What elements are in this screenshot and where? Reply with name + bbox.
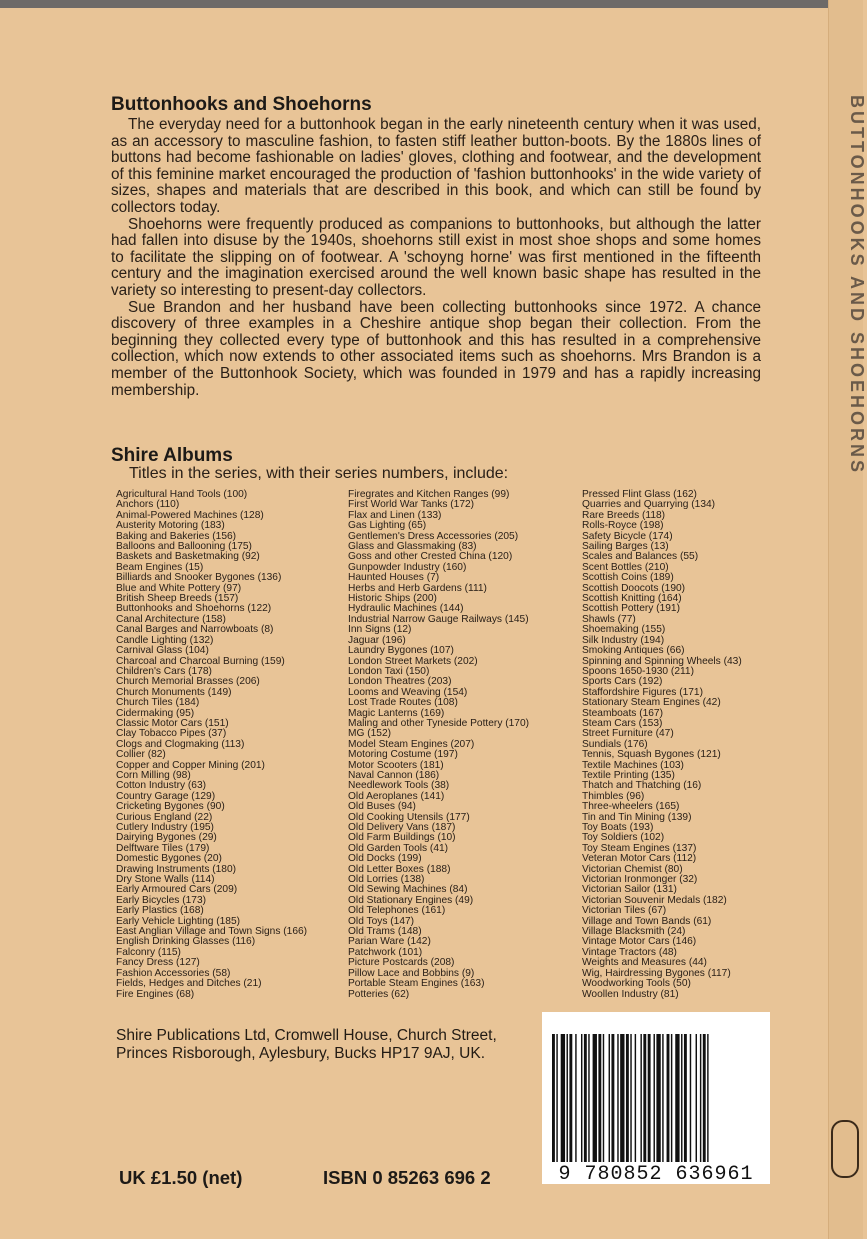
barcode-bar (598, 1034, 601, 1162)
series-title-item: Potteries (62) (348, 988, 410, 1000)
series-title-item: Scottish Doocots (190) (582, 582, 686, 594)
series-title-item: Balloons and Ballooning (175) (116, 541, 252, 553)
paragraph-1: The everyday need for a buttonhook began in the early nineteenth century when it was used, as an accessory to masculine fashion, to fasten stiff leather button-boots. By the 1880s lines of buttons had become fashionable on ladies' gloves, clothing and footwear, and the development of this feminine market encouraged the production of 'fashion buttonhooks' in the wide variety of sizes, shapes and materials that are described in this book, and which can still be found by collectors today. (111, 116, 761, 216)
series-title-item: Old Sewing Machines (84) (348, 884, 468, 896)
barcode-bar (552, 1034, 555, 1162)
series-title-item: Toy Soldiers (102) (582, 832, 665, 844)
series-title-item: Falconry (115) (116, 946, 181, 958)
series-title-item: Haunted Houses (7) (348, 572, 440, 584)
series-title-item: Silk Industry (194) (582, 634, 665, 646)
series-title-item: Church Tiles (184) (116, 697, 200, 709)
series-title-item: Tin and Tin Mining (139) (582, 811, 692, 823)
series-title-item: Woollen Industry (81) (582, 988, 679, 1000)
series-title-item: Pillow Lace and Bobbins (9) (348, 967, 475, 979)
series-title-item: Village and Town Bands (61) (582, 915, 712, 927)
barcode-bar (630, 1034, 631, 1162)
series-title-item: Jaguar (196) (348, 634, 406, 646)
series-title-item: Billiards and Snooker Bygones (136) (116, 572, 282, 584)
series-title-item: Anchors (110) (116, 499, 180, 511)
series-title-item: Delftware Tiles (179) (116, 842, 210, 854)
barcode-bar (648, 1034, 651, 1162)
barcode-bar (640, 1034, 641, 1162)
barcode-bars (552, 1034, 760, 1162)
series-title-item: Quarries and Quarrying (134) (582, 499, 716, 511)
series-title-item: Early Plastics (168) (116, 905, 204, 917)
series-title-item: Model Steam Engines (207) (348, 738, 475, 750)
titles-column-2 (348, 490, 529, 1000)
series-title-item: Beam Engines (15) (116, 561, 204, 573)
series-title-item: Village Blacksmith (24) (582, 926, 686, 938)
isbn-label: ISBN 0 85263 696 2 (323, 1167, 491, 1188)
series-title-item: Steamboats (167) (582, 707, 663, 719)
barcode-bar (662, 1034, 663, 1162)
barcode-bar (700, 1034, 701, 1162)
series-title-item: Veteran Motor Cars (112) (582, 853, 697, 865)
series-title-item: Cricketing Bygones (90) (116, 801, 225, 813)
series-title-item: Street Furniture (47) (582, 728, 674, 740)
barcode-bar (635, 1034, 636, 1162)
series-title-item: Portable Steam Engines (163) (348, 978, 485, 990)
series-title-item: Fancy Dress (127) (116, 957, 200, 969)
series-title-item: London Street Markets (202) (348, 655, 478, 667)
series-title-item: Naval Cannon (186) (348, 769, 440, 781)
series-title-item: Carnival Glass (104) (116, 645, 209, 657)
barcode-bar (561, 1034, 565, 1162)
barcode-bar (684, 1034, 687, 1162)
series-title-item: Needlework Tools (38) (348, 780, 450, 792)
series-title-item: Toy Boats (193) (582, 822, 654, 833)
series-title-item: Old Letter Boxes (188) (348, 863, 451, 875)
barcode-bar (584, 1034, 587, 1162)
series-title-item: Rolls-Royce (198) (582, 520, 664, 532)
series-title-item: Cutlery Industry (195) (116, 822, 214, 833)
series-title-item: Sundials (176) (582, 738, 648, 750)
series-title-item: Drawing Instruments (180) (116, 863, 237, 875)
series-title-item: Firegrates and Kitchen Ranges (99) (348, 489, 510, 500)
series-title-item: Laundry Bygones (107) (348, 645, 454, 657)
barcode-bar (593, 1034, 597, 1162)
series-title-item: Canal Barges and Narrowboats (8) (116, 624, 274, 636)
spine-title: BUTTONHOOKS AND SHOEHORNS (847, 95, 867, 476)
series-intro: Titles in the series, with their series numbers, include: (129, 465, 509, 482)
series-title-item: Early Vehicle Lighting (185) (116, 915, 241, 927)
series-title-item: Safety Bicycle (174) (582, 530, 673, 542)
series-title-item: Patchwork (101) (348, 946, 423, 958)
series-title-item: Sailing Barges (13) (582, 541, 669, 553)
series-title-item: Lost Trade Routes (108) (348, 697, 458, 709)
series-title-item: East Anglian Village and Town Signs (166) (116, 926, 308, 938)
series-title-item: Collier (82) (116, 749, 166, 761)
series-title-item: Clogs and Clogmaking (113) (116, 738, 245, 750)
titles-column-3 (582, 490, 742, 1000)
series-title-item: Parian Ware (142) (348, 936, 431, 948)
top-edge (0, 0, 863, 8)
series-title-item: Looms and Weaving (154) (348, 686, 468, 698)
barcode-bar (667, 1034, 670, 1162)
barcode-bar (556, 1034, 557, 1162)
barcode-bar (675, 1034, 679, 1162)
series-title-item: Victorian Sailor (131) (582, 884, 677, 896)
titles-column-1 (116, 490, 307, 1000)
series-title-item: Fields, Hedges and Ditches (21) (116, 978, 262, 990)
series-title-item: Staffordshire Figures (171) (582, 686, 703, 698)
series-title-item: Old Trams (148) (348, 926, 422, 938)
series-title-item: Textile Printing (135) (582, 769, 675, 781)
series-title-item: Vintage Motor Cars (146) (582, 936, 697, 948)
barcode-bar (569, 1034, 572, 1162)
series-title-item: Pressed Flint Glass (162) (582, 489, 697, 500)
book-spine (828, 0, 867, 1239)
barcode-bar (609, 1034, 610, 1162)
barcode-bar (671, 1034, 672, 1162)
series-title-item: Scottish Knitting (164) (582, 593, 682, 605)
barcode-bar (626, 1034, 629, 1162)
series-title-item: Fashion Accessories (58) (116, 967, 231, 979)
description-text (111, 117, 761, 399)
barcode-bar (656, 1034, 660, 1162)
series-title-item: Flax and Linen (133) (348, 509, 442, 521)
series-title-item: MG (152) (348, 728, 392, 740)
series-title-item: Picture Postcards (208) (348, 957, 455, 969)
series-title-item: Woodworking Tools (50) (582, 978, 691, 990)
series-title-item: Thatch and Thatching (16) (582, 780, 702, 792)
barcode-bar (617, 1034, 618, 1162)
series-title-item: Charcoal and Charcoal Burning (159) (116, 655, 285, 667)
series-title-item: Stationary Steam Engines (42) (582, 697, 721, 709)
series-title-item: Old Delivery Vans (187) (348, 822, 456, 833)
series-title-item: Cidermaking (95) (116, 707, 195, 719)
series-title-item: Gentlemen's Dress Accessories (205) (348, 530, 519, 542)
series-title-item: Hydraulic Machines (144) (348, 603, 464, 615)
series-title-item: Church Memorial Brasses (206) (116, 676, 260, 688)
publisher-address: Shire Publications Ltd, Cromwell House, Church Street, Princes Risborough, Aylesbury, Bucks HP17 9AJ, UK. (116, 1027, 497, 1062)
series-title-item: Country Garage (129) (116, 790, 216, 802)
series-title-item: Gas Lighting (65) (348, 520, 427, 532)
series-title-item: Old Garden Tools (41) (348, 842, 449, 854)
series-title-item: London Theatres (203) (348, 676, 452, 688)
series-title-item: Scottish Coins (189) (582, 572, 674, 584)
barcode-bar (581, 1034, 582, 1162)
series-title-item: Early Bicycles (173) (116, 894, 207, 906)
series-title-item: Shoemaking (155) (582, 624, 666, 636)
series-title-item: Tennis, Squash Bygones (121) (582, 749, 721, 761)
series-title-item: Corn Milling (98) (116, 769, 191, 781)
series-title-item: Glass and Glassmaking (83) (348, 541, 477, 553)
series-title-item: Herbs and Herb Gardens (111) (348, 582, 487, 594)
series-title-item: Weights and Measures (44) (582, 957, 707, 969)
barcode-bar (620, 1034, 624, 1162)
section-title-buttonhooks: Buttonhooks and Shoehorns (111, 94, 372, 115)
series-title-item: Classic Motor Cars (151) (116, 717, 229, 729)
series-title-item: Industrial Narrow Gauge Railways (145) (348, 613, 529, 625)
series-title-item: Baking and Bakeries (156) (116, 530, 237, 542)
series-title-item: Shawls (77) (582, 613, 636, 625)
barcode-bar (696, 1034, 697, 1162)
price-label: UK £1.50 (net) (119, 1167, 243, 1188)
series-title-item: Old Toys (147) (348, 915, 415, 927)
series-title-item: Scottish Pottery (191) (582, 603, 680, 615)
barcode-bar (703, 1034, 706, 1162)
series-title-item: Agricultural Hand Tools (100) (116, 489, 248, 500)
series-title-item: Spinning and Spinning Wheels (43) (582, 655, 742, 667)
barcode-bar (575, 1034, 576, 1162)
series-title-item: Cotton Industry (63) (116, 780, 207, 792)
series-title-item: Smoking Antiques (66) (582, 645, 685, 657)
series-title-item: Old Cooking Utensils (177) (348, 811, 470, 823)
series-title-item: Rare Breeds (118) (582, 509, 666, 521)
series-title-item: Motoring Costume (197) (348, 749, 458, 761)
series-title-item: Textile Machines (103) (582, 759, 684, 771)
series-title-item: Baskets and Basketmaking (92) (116, 551, 260, 563)
series-title-item: Dry Stone Walls (114) (116, 874, 215, 886)
series-title-item: Old Farm Buildings (10) (348, 832, 456, 844)
series-title-item: Toy Steam Engines (137) (582, 842, 697, 854)
series-title-item: Animal-Powered Machines (128) (116, 509, 264, 521)
series-title-item: Wig, Hairdressing Bygones (117) (582, 967, 731, 979)
series-title-item: Maling and other Tyneside Pottery (170) (348, 717, 530, 729)
series-title-item: Victorian Ironmonger (32) (582, 874, 698, 886)
barcode-bar (567, 1034, 568, 1162)
series-title-item: Domestic Bygones (20) (116, 853, 222, 865)
series-title-item: English Drinking Glasses (116) (116, 936, 256, 948)
series-title-item: Scales and Balances (55) (582, 551, 699, 563)
barcode-bar (643, 1034, 646, 1162)
series-title-item: Early Armoured Cars (209) (116, 884, 238, 896)
series-title-item: Clay Tobacco Pipes (37) (116, 728, 227, 740)
series-title-item: Victorian Souvenir Medals (182) (582, 894, 727, 906)
series-title-item: Magic Lanterns (169) (348, 707, 445, 719)
series-title-item: Historic Ships (200) (348, 593, 437, 605)
series-title-item: Scent Bottles (210) (582, 561, 669, 573)
series-title-item: Old Telephones (161) (348, 905, 446, 917)
series-title-item: Fire Engines (68) (116, 988, 195, 1000)
series-title-item: Sports Cars (192) (582, 676, 663, 688)
barcode-number: 9 780852 636961 (558, 1163, 754, 1186)
series-title-item: Gunpowder Industry (160) (348, 561, 467, 573)
series-title-item: Steam Cars (153) (582, 717, 663, 729)
barcode-bar (603, 1034, 604, 1162)
series-title-item: Goss and other Crested China (120) (348, 551, 513, 563)
series-title-item: Copper and Copper Mining (201) (116, 759, 265, 771)
series-title-item: Church Monuments (149) (116, 686, 232, 698)
series-title-item: Spoons 1650-1930 (211) (582, 665, 694, 677)
section-title-shire-albums: Shire Albums (111, 445, 233, 466)
series-title-item: London Taxi (150) (348, 665, 430, 677)
barcode-bar (654, 1034, 655, 1162)
series-title-item: Vintage Tractors (48) (582, 946, 677, 958)
series-title-item: Blue and White Pottery (97) (116, 582, 242, 594)
series-title-item: Curious England (22) (116, 811, 213, 823)
series-title-item: Canal Architecture (158) (116, 613, 226, 625)
series-title-item: Old Lorries (138) (348, 874, 425, 886)
publisher-logo-icon (831, 1120, 859, 1178)
barcode-bar (588, 1034, 589, 1162)
series-title-item: Children's Cars (178) (116, 665, 212, 677)
series-title-item: Dairying Bygones (29) (116, 832, 217, 844)
series-title-item: Old Aeroplanes (141) (348, 790, 445, 802)
series-title-item: Buttonhooks and Shoehorns (122) (116, 603, 272, 615)
paragraph-2: Shoehorns were frequently produced as companions to buttonhooks, but although the latter had fallen into disuse by the 1940s, shoehorns still exist in most shoe shops and some homes to facilitate the slipping on of footwear. A 'schoyng horne' was first mentioned in the fifteenth century and the imagination exercised around the well known basic shape has resulted in the variety so interesting to present-day collectors. (111, 215, 761, 299)
barcode (542, 1012, 770, 1184)
series-title-item: Old Docks (199) (348, 853, 422, 865)
paragraph-3: Sue Brandon and her husband have been collecting buttonhooks since 1972. A chance discovery of three examples in a Cheshire antique shop began their collection. From the beginning they collected every type of buttonhook and this has resulted in a comprehensive collection, which now extends to other associated items such as shoehorns. Mrs Brandon is a member of the Buttonhook Society, which was founded in 1979 and has a rapidly increasing membership. (111, 298, 761, 399)
barcode-bar (611, 1034, 614, 1162)
series-title-item: Thimbles (96) (582, 790, 645, 802)
barcode-bar (681, 1034, 682, 1162)
series-title-item: Old Buses (94) (348, 801, 416, 813)
series-title-item: Candle Lighting (132) (116, 634, 214, 646)
series-title-item: Victorian Chemist (80) (582, 863, 683, 875)
barcode-bar (707, 1034, 708, 1162)
series-title-item: Victorian Tiles (67) (582, 905, 667, 917)
series-title-item: Old Stationary Engines (49) (348, 894, 474, 906)
series-title-item: First World War Tanks (172) (348, 499, 475, 511)
series-title-item: Austerity Motoring (183) (116, 520, 225, 532)
series-title-item: Three-wheelers (165) (582, 801, 680, 813)
barcode-bar (690, 1034, 691, 1162)
series-title-item: British Sheep Breeds (157) (116, 593, 239, 605)
series-title-item: Motor Scooters (181) (348, 759, 444, 771)
series-title-item: Inn Signs (12) (348, 624, 412, 636)
